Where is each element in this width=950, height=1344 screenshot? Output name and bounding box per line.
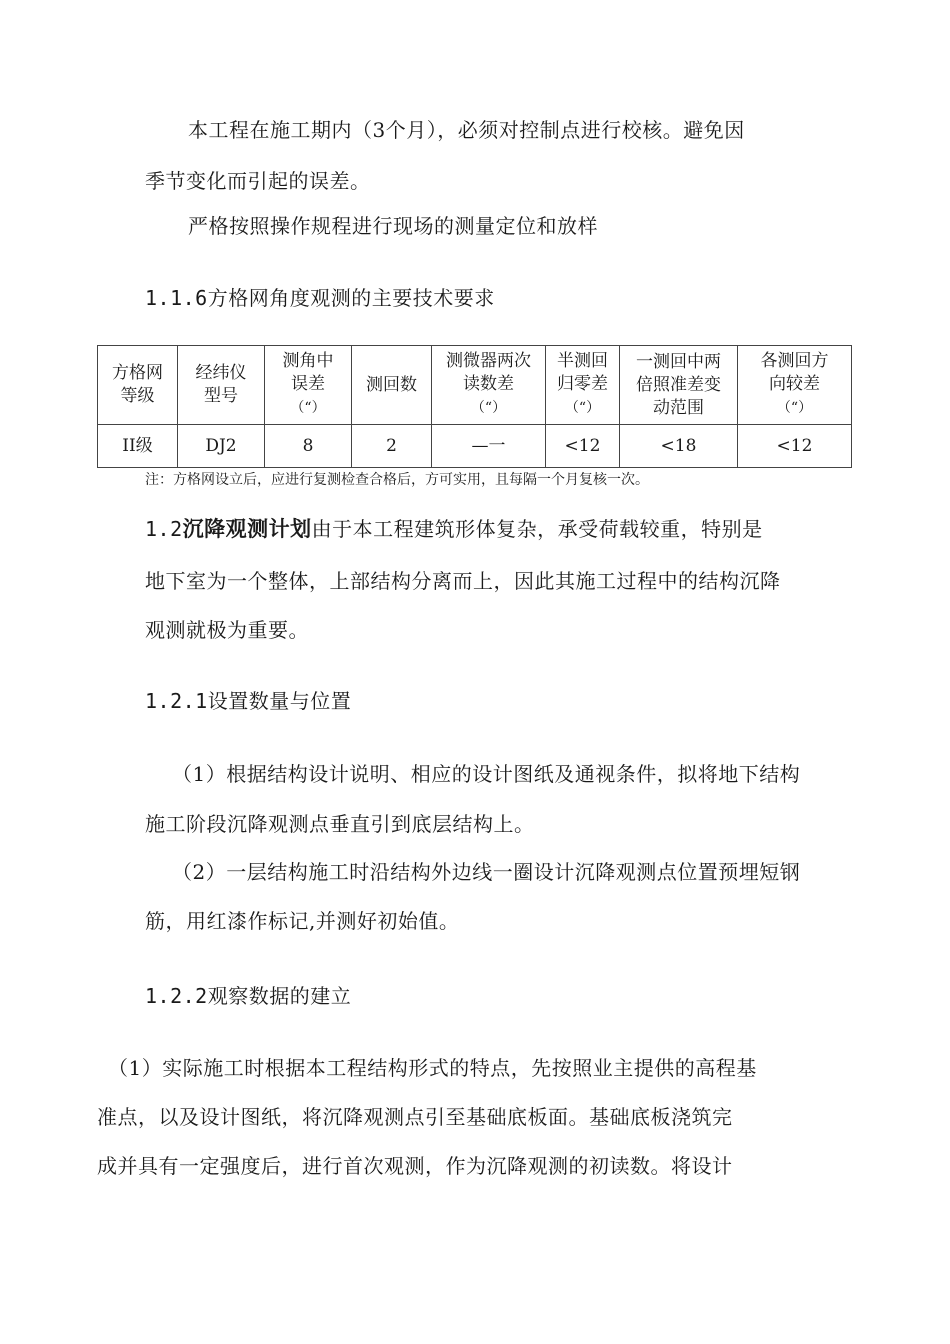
header-cell: 测微器两次 读数差 （“） xyxy=(432,346,546,425)
section-heading-1-1-6 xyxy=(145,284,495,312)
text-line: 观测就极为重要。 xyxy=(145,618,309,642)
header-cell: 各测回方 向较差 （“） xyxy=(738,346,852,425)
section-heading-1-2-2 xyxy=(145,982,351,1010)
section-title: 设置数量与位置 xyxy=(207,689,352,713)
text-line: 成并具有一定强度后，进行首次观测，作为沉降观测的初读数。将设计 xyxy=(97,1154,733,1178)
text-line: （1）实际施工时根据本工程结构形式的特点，先按照业主提供的高程基 xyxy=(108,1056,757,1080)
section-title: 沉降观测计划 xyxy=(182,517,312,541)
table-cell: <12 xyxy=(738,425,852,468)
table-cell: <12 xyxy=(546,425,620,468)
section-number: 1.2.2 xyxy=(145,984,208,1008)
header-cell: 半测回 归零差 （“） xyxy=(546,346,620,425)
section-number: 1.2.1 xyxy=(145,689,208,713)
section-title: 方格网角度观测的主要技术要求 xyxy=(207,286,495,310)
header-cell: 经纬仪 型号 xyxy=(178,346,265,425)
text-line: （2）一层结构施工时沿结构外边线一圈设计沉降观测点位置预埋短钢 xyxy=(172,860,801,884)
section-text: 由于本工程建筑形体复杂，承受荷载较重，特别是 xyxy=(311,517,763,541)
text-line: 季节变化而引起的误差。 xyxy=(145,169,371,193)
text-line: 施工阶段沉降观测点垂直引到底层结构上。 xyxy=(145,812,535,836)
text-line: 严格按照操作规程进行现场的测量定位和放样 xyxy=(188,214,598,238)
header-cell: 方格网 等级 xyxy=(98,346,178,425)
text-line: 筋，用红漆作标记,并测好初始值。 xyxy=(145,909,460,933)
table-cell: 2 xyxy=(352,425,432,468)
section-number: 1.1.6 xyxy=(145,286,208,310)
header-cell: 测角中 误差 （“） xyxy=(265,346,352,425)
table-cell: II级 xyxy=(98,425,178,468)
technical-requirements-table xyxy=(97,345,852,468)
header-cell: 一测回中两 倍照准差变 动范围 xyxy=(620,346,738,425)
table-header-row xyxy=(98,346,852,425)
text-line: 准点，以及设计图纸，将沉降观测点引至基础底板面。基础底板浇筑完 xyxy=(97,1105,733,1129)
table-note: 注：方格网设立后，应进行复测检查合格后，方可实用，且每隔一个月复核一次。 xyxy=(145,472,649,488)
table-row xyxy=(98,425,852,468)
table-cell: 8 xyxy=(265,425,352,468)
header-cell: 测回数 xyxy=(352,346,432,425)
text-line: 本工程在施工期内（3个月），必须对控制点进行校核。避免因 xyxy=(188,118,745,142)
section-number: 1.2 xyxy=(145,517,183,541)
text-line: 地下室为一个整体，上部结构分离而上，因此其施工过程中的结构沉降 xyxy=(145,569,781,593)
table-cell: —一 xyxy=(432,425,546,468)
table-cell: <18 xyxy=(620,425,738,468)
table-cell: DJ2 xyxy=(178,425,265,468)
section-title: 观察数据的建立 xyxy=(207,984,352,1008)
section-heading-line xyxy=(145,515,763,543)
section-heading-1-2-1 xyxy=(145,687,351,715)
text-line: （1）根据结构设计说明、相应的设计图纸及通视条件，拟将地下结构 xyxy=(172,762,801,786)
